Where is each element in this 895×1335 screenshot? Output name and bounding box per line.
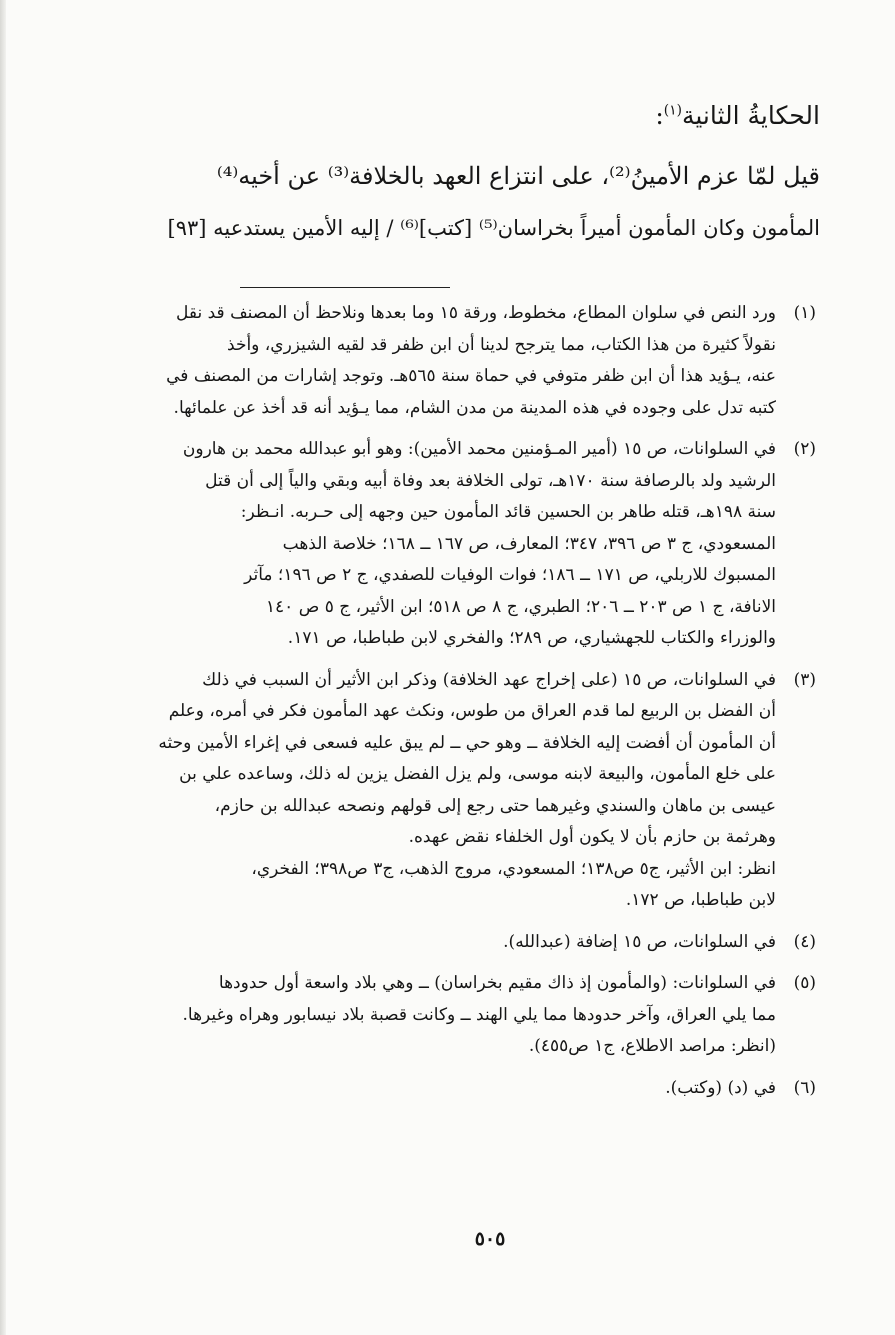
main-text-line: قيل لمّا عزم الأمينُ⁽²⁾، على انتزاع العهد بالخلافة⁽³⁾ عن أخيه⁽⁴⁾ [216, 162, 820, 190]
footnote-line: نقولاً كثيرة من هذا الكتاب، مما يترجح لدينا أن ابن ظفر قد لقيه الشيزري، وأخذ [227, 334, 776, 355]
footnote-number: (١) [793, 303, 816, 323]
footnote-number: (٥) [793, 973, 816, 993]
footnote-separator [240, 287, 450, 288]
footnote-number: (٤) [793, 931, 816, 952]
footnote-line: على خلع المأمون، والبيعة لابنه موسى، ولم يزل الفضل يزين له ذلك، وساعده علي بن [179, 764, 776, 784]
footnote-line: مما يلي العراق، وآخر حدودها مما يلي الهند ــ وكانت قصبة بلاد نيسابور وهراه وغيرها. [182, 1004, 776, 1025]
footnote [150, 1073, 816, 1105]
footnote-line: (انظر: مراصد الاطلاع، ج١ ص٤٥٥). [528, 1036, 776, 1056]
footnote-line: انظر: ابن الأثير، ج٥ ص١٣٨؛ المسعودي، مروج الذهب، ج٣ ص٣٩٨؛ الفخري، [251, 858, 776, 879]
page-number: ٥٠٥ [474, 1228, 506, 1250]
footnote-line: المسعودي، ج ٣ ص ٣٩٦، ٣٤٧؛ المعارف، ص ١٦٧ ــ ١٦٨؛ خلاصة الذهب [282, 533, 776, 554]
footnote-line: في (د) (وكتب). [665, 1077, 776, 1098]
heading-colon: : [655, 101, 664, 130]
footnote-line: الرشيد ولد بالرصافة سنة ١٧٠هـ، تولى الخلافة بعد وفاة أبيه وبقي والياً إلى أن قتل [205, 470, 776, 491]
footnote-line: عنه، يـؤيد هذا أن ابن ظفر متوفي في حماة سنة ٥٦٥هـ. وتوجد إشارات من المصنف في [166, 366, 776, 386]
footnote-line: والوزراء والكتاب للجهشياري، ص ٢٨٩؛ والفخري لابن طباطبا، ص ١٧١. [287, 628, 776, 648]
footnote-line: أن الفضل بن الربيع لما قدم العراق من طوس، ونكث عهد المأمون فكر في أمره، وعلم [168, 701, 776, 721]
footnote-number: (٢) [793, 439, 816, 459]
footnote-line: في السلوانات، ص ١٥ (أمير المـؤمنين محمد الأمين): وهو أبو عبدالله محمد بن هارون [182, 439, 776, 459]
footnote-line: في السلوانات: (والمأمون إذ ذاك مقيم بخراسان) ــ وهي بلاد واسعة أول حدودها [218, 973, 776, 993]
footnote-line: لابن طباطبا، ص ١٧٢. [625, 890, 776, 910]
page-gutter-shadow [0, 0, 6, 1335]
footnote [150, 298, 816, 424]
footnote-line: عيسى بن ماهان والسندي وغيرهما حتى رجع إلى قولهم ونصحه عبدالله بن حازم، [214, 795, 776, 816]
footnote-line: ورد النص في سلوان المطاع، مخطوط، ورقة ١٥ وما بعدها ونلاحظ أن المصنف قد نقل [176, 303, 776, 323]
main-text-line: المأمون وكان المأمون أميراً بخراسان⁽⁵⁾ [كتب]⁽⁶⁾ / إليه الأمين يستدعيه [٩٣] [167, 216, 820, 240]
footnote [150, 434, 816, 655]
footnote-line: كتبه تدل على وجوده في هذه المدينة من مدن الشام، مما يـؤيد أنه قد أخذ عن علمائها. [173, 397, 776, 418]
footnote-line: في السلوانات، ص ١٥ (على إخراج عهد الخلافة) وذكر ابن الأثير أن السبب في ذلك [202, 669, 776, 690]
heading-note-ref: (١) [663, 102, 682, 119]
footnote [150, 665, 816, 917]
footnote [150, 927, 816, 959]
footnote [150, 968, 816, 1063]
heading-text: الحكايةُ الثانية [681, 101, 820, 130]
footnote-line: سنة ١٩٨هـ، قتله طاهر بن الحسين قائد المأمون حين وجهه إلى حـربه. انـظر: [240, 502, 776, 522]
footnote-line: الانافة، ج ١ ص ٢٠٣ ــ ٢٠٦؛ الطبري، ج ٨ ص ٥١٨؛ ابن الأثير، ج ٥ ص ١٤٠ [265, 596, 776, 617]
book-page [150, 0, 830, 1335]
footnotes [150, 298, 816, 1114]
footnote-line: في السلوانات، ص ١٥ إضافة (عبدالله). [503, 931, 776, 952]
footnote-line: المسبوك للاربلي، ص ١٧١ ــ ١٨٦؛ فوات الوفيات للصفدي، ج ٢ ص ١٩٦؛ مآثر [244, 565, 776, 585]
section-heading [655, 98, 820, 134]
footnote-number: (٦) [793, 1077, 816, 1098]
footnote-line: وهرثمة بن حازم بأن لا يكون أول الخلفاء نقض عهده. [408, 827, 776, 847]
footnote-number: (٣) [793, 669, 816, 690]
footnote-line: أن المأمون أن أفضت إليه الخلافة ــ وهو حي ــ لم يبق عليه فسعى في إغراء الأمين وحثه [158, 732, 776, 753]
main-text [155, 150, 820, 254]
